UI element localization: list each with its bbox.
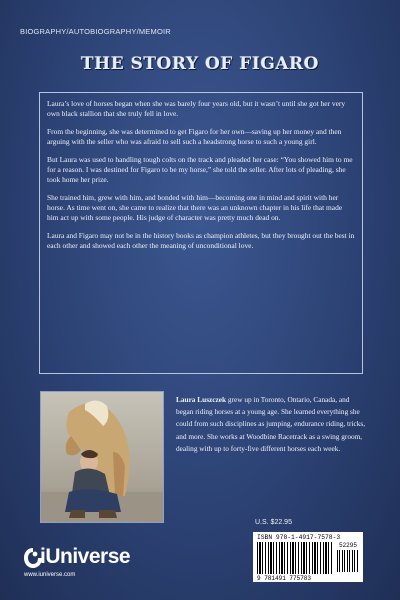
blurb-box — [39, 92, 363, 374]
barcode-bars — [257, 542, 333, 574]
isbn-label: ISBN 978-1-4917-7578-3 — [257, 534, 341, 541]
author-bio-text: grew up in Toronto, Ontario, Canada, and began riding horses at a young age. She learned everything she could from such disciplines as jumping, endurance riding, tricks, and more. She works at Woodbine Racetrack as a swing groom, dealing with up to forty-five different horses each week. — [176, 395, 366, 453]
price-label: U.S. $22.95 — [255, 519, 292, 526]
isbn-barcode — [253, 532, 363, 582]
blurb-paragraph: Laura and Figaro may not be in the history books as champion athletes, but they brought out the best in each other and showed each other the meaning of unconditional love. — [47, 231, 355, 251]
barcode-addon-bars — [337, 550, 359, 572]
author-with-horse-image — [41, 392, 164, 523]
publisher-name: iUniverse — [40, 545, 131, 568]
barcode-addon-code: 52295 — [338, 542, 357, 549]
blurb-paragraph: Laura’s love of horses began when she was barely four years old, but it wasn’t until she got her very own black stallion that she truly fell in love. — [47, 99, 346, 119]
blurb-paragraph: From the beginning, she was determined to get Figaro for her own—saving up her money and then arguing with the seller who was afraid to sell such a headstrong horse to such a young girl. — [47, 126, 342, 147]
category-label: BIOGRAPHY/AUTOBIOGRAPHY/MEMOIR — [20, 27, 171, 36]
book-title: THE STORY OF FIGARO — [81, 54, 319, 74]
author-name: Laura Luszczek — [176, 395, 227, 404]
blurb-paragraph: But Laura was used to handling tough colts on the track and pleaded her case: “You showed him to me for a reason. I was destined for Figaro to be my horse,” she told the seller. After lots of pleading, she took home her prize. — [47, 154, 353, 185]
publisher-url: www.iuniverse.com — [24, 572, 76, 578]
author-bio — [176, 394, 366, 455]
barcode-number: 9 781491 775783 — [257, 575, 312, 582]
blurb-paragraph: She trained him, grew with him, and bonded with him—becoming one in mind and spirit with her horse. As time went on, she came to realize that there was an unknown chapter in his life that made him act up with some people. His judge of character was pretty much dead on. — [47, 192, 343, 223]
author-photo — [40, 391, 164, 523]
